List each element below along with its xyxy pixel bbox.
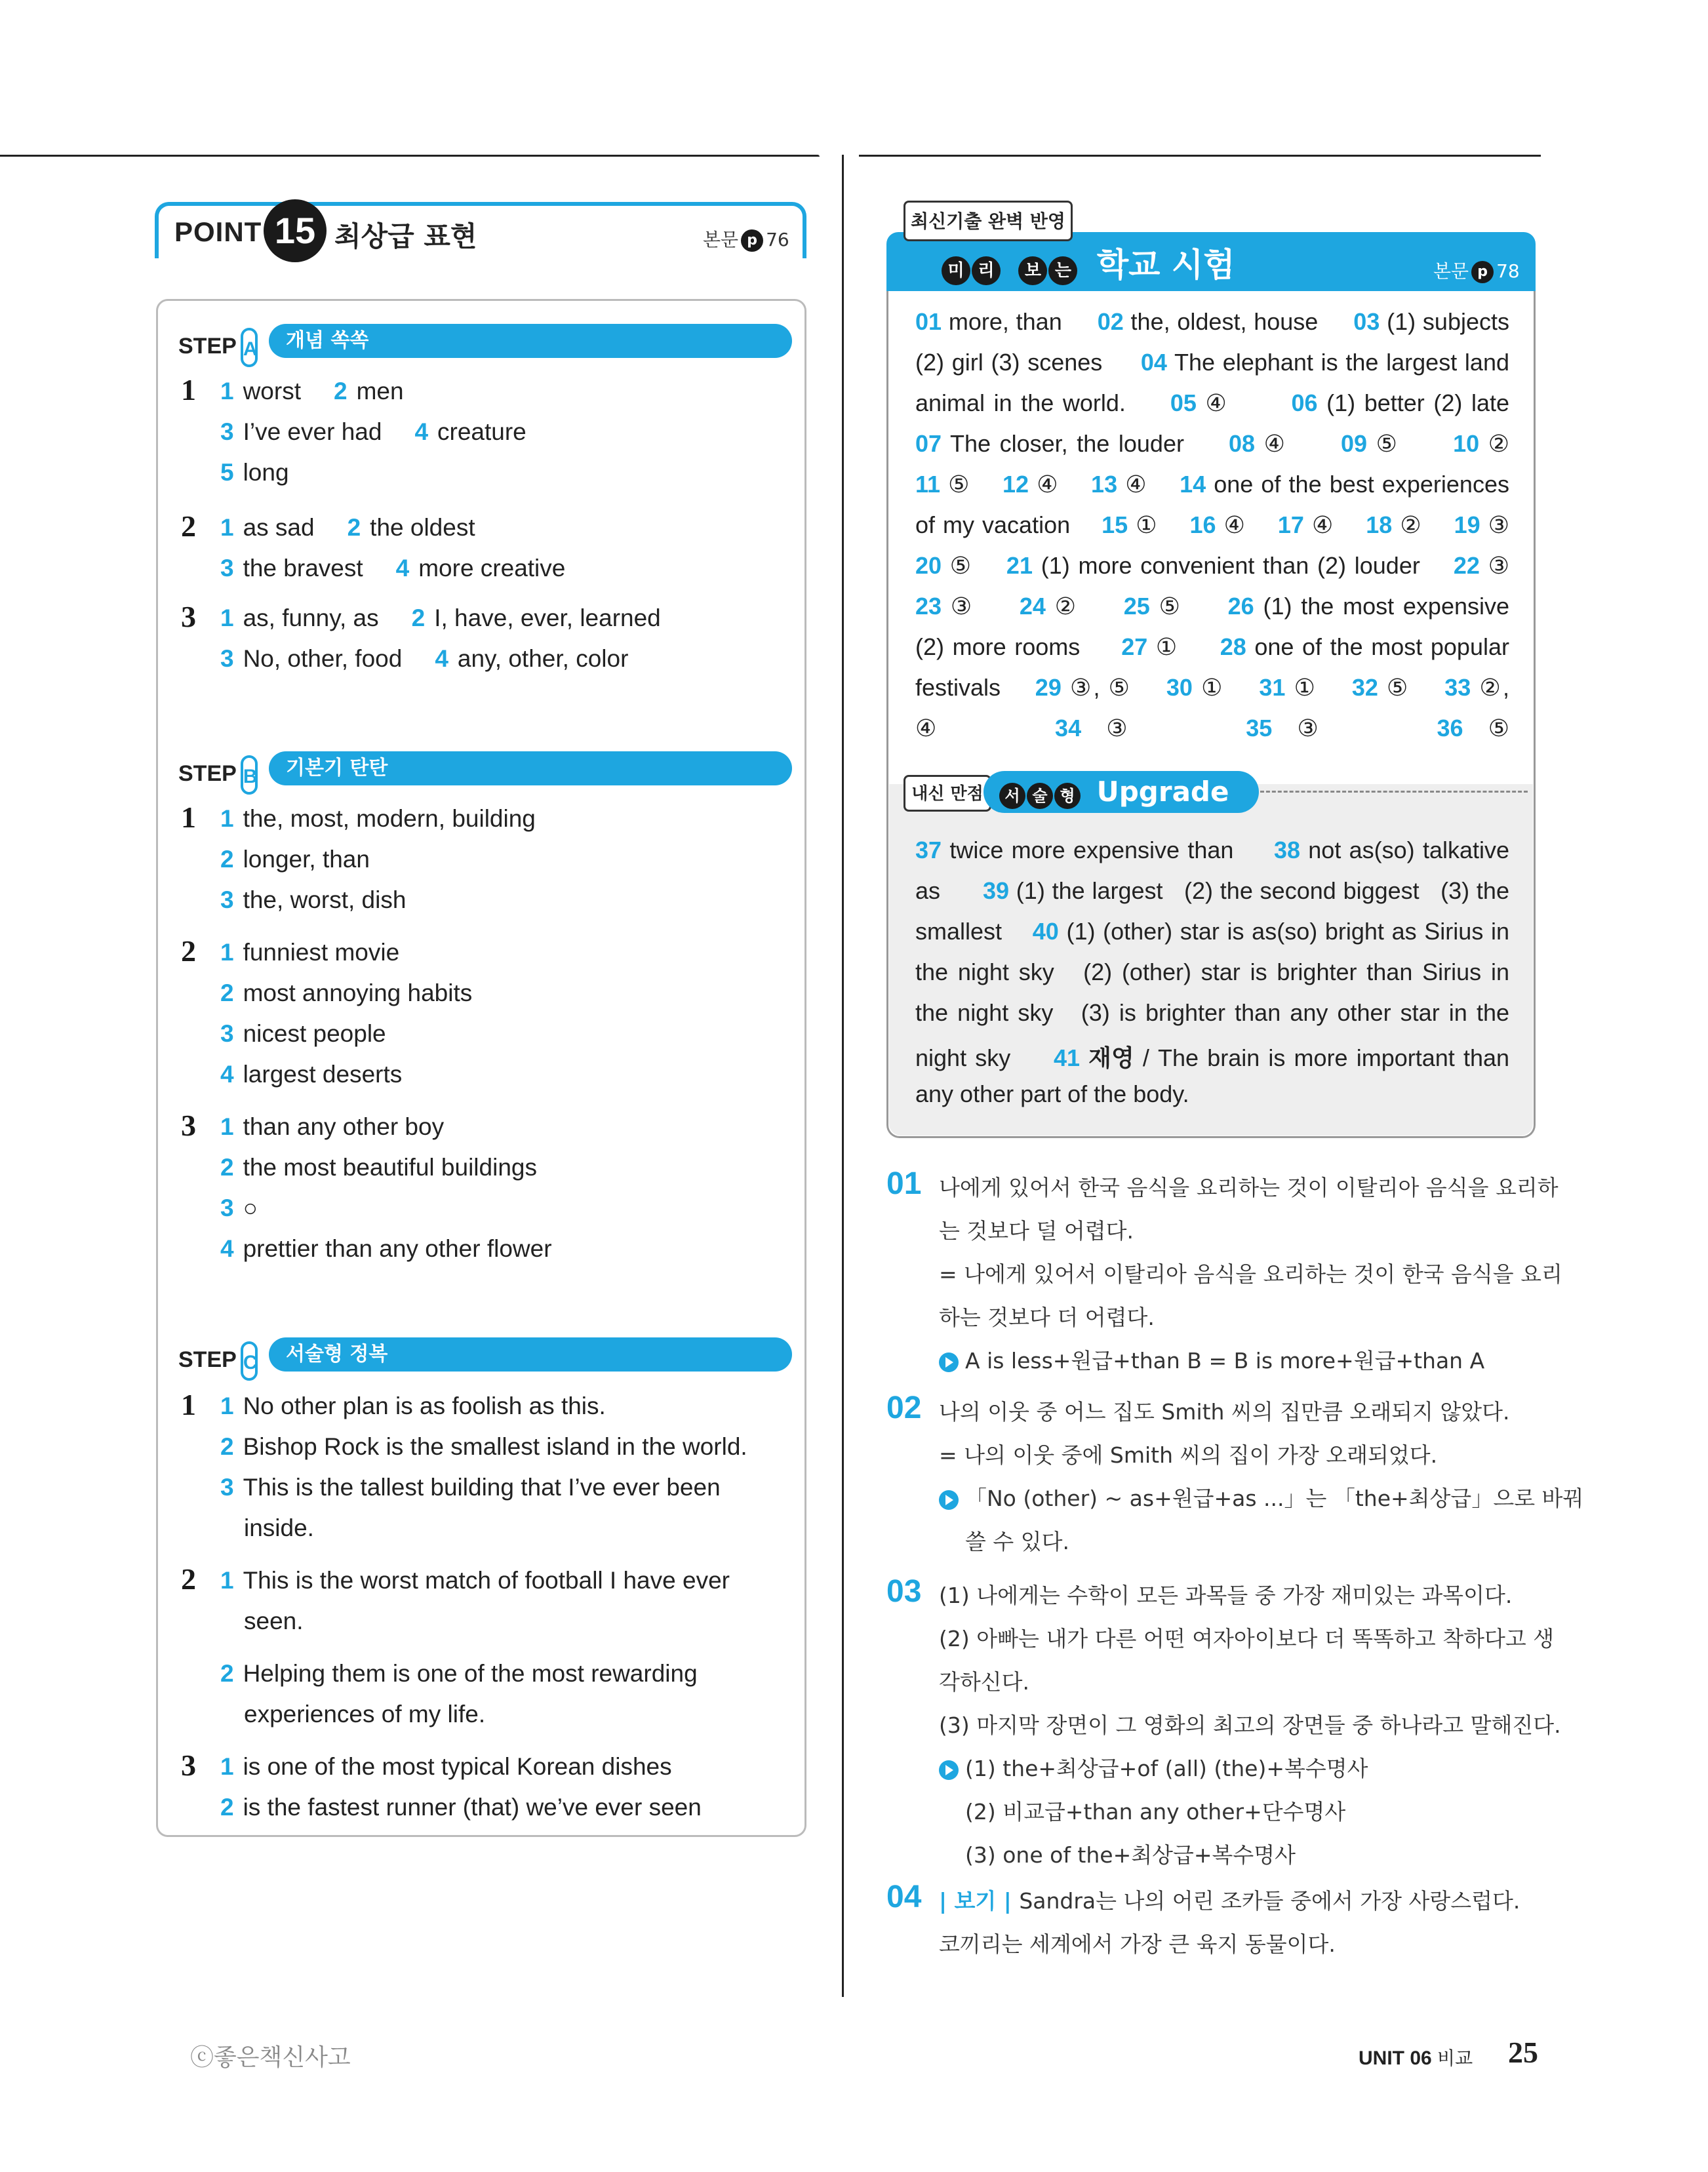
answer-line: 01 more, than 02 the, oldest, house 03 (1) subjects — [915, 308, 1509, 335]
exam-title — [942, 239, 1235, 286]
exam-page-reference — [1433, 257, 1520, 283]
copyright: ⓒ좋은책신사고 — [190, 2044, 351, 2071]
upgrade-circle: 술 — [1027, 783, 1053, 809]
answer-line: 1 funniest movie — [220, 939, 400, 966]
explanation-line: 각하신다. — [939, 1669, 1030, 1695]
step-a-pill: 개념 쏙쏙 — [286, 329, 369, 352]
answer-line: of my vacation 15 ① 16 ④ 17 ④ 18 ② 19 ③ — [915, 511, 1509, 538]
answer-line: 5 long — [220, 459, 289, 486]
title-circle: 미 — [942, 256, 970, 285]
example-box-label: | 보기 | — [939, 1888, 1020, 1914]
answer-line: 3 This is the tallest building that I’ve ever been — [220, 1474, 721, 1501]
answer-line: 1 as, funny, as 2 I, have, ever, learned — [220, 604, 661, 631]
answer-line: 11 ⑤ 12 ④ 13 ④ 14 one of the best experiences — [915, 471, 1509, 498]
answer-line: 4 prettier than any other flower — [220, 1235, 552, 1262]
answer-line: 3 the, worst, dish — [220, 886, 407, 913]
answer-line: 20 ⑤ 21 (1) more convenient than (2) louder 22 ③ — [915, 552, 1509, 579]
explanation-line: (1) 나에게는 수학이 모든 과목들 중 가장 재미있는 과목이다. — [939, 1583, 1513, 1608]
explanation-number: 02 — [886, 1391, 922, 1425]
point-label: POINT — [174, 216, 262, 247]
section-num: 1 — [181, 1388, 196, 1421]
answer-line: the night sky (2) (other) star is brighter than Sirius in — [915, 958, 1509, 985]
top-rule-left — [0, 155, 820, 157]
answer-line: 1 the, most, modern, building — [220, 805, 536, 832]
step-letter: B — [241, 755, 258, 795]
section-num: 3 — [181, 1748, 196, 1782]
step-word: STEP — [178, 333, 237, 359]
answer-line: (2) girl (3) scenes 04 The elephant is the largest land — [915, 349, 1509, 376]
answer-line: 2 most annoying habits — [220, 979, 473, 1006]
explanation-number: 01 — [886, 1166, 922, 1201]
answer-line: 1 than any other boy — [220, 1113, 445, 1140]
answer-line: 2 longer, than — [220, 846, 370, 873]
exam-title-text: 학교 시험 — [1096, 246, 1235, 284]
answer-line: 2 Helping them is one of the most rewarding — [220, 1660, 698, 1687]
answer-line: 1 as sad 2 the oldest — [220, 514, 475, 541]
tip-arrow-icon — [939, 1353, 959, 1372]
section-num: 2 — [181, 509, 196, 543]
upgrade-title: Upgrade — [1096, 776, 1229, 808]
explanation-line: 코끼리는 세계에서 가장 큰 육지 동물이다. — [939, 1931, 1336, 1957]
answer-line-cont: experiences of my life. — [244, 1701, 486, 1728]
tip-line: A is less+원급+than B = B is more+원급+than A — [939, 1344, 1484, 1375]
unit-number: UNIT 06 — [1359, 2047, 1432, 2069]
answer-line: ④ 34 ③ 35 ③ 36 ⑤ — [915, 715, 1509, 741]
explanation-number: 03 — [886, 1574, 922, 1609]
explanation-line: 하는 것보다 더 어렵다. — [939, 1305, 1155, 1330]
page-reference — [703, 226, 789, 252]
tip-arrow-icon — [939, 1760, 959, 1780]
answer-line: as 39 (1) the largest (2) the second biggest (3) the — [915, 877, 1509, 904]
step-b-bar — [269, 751, 792, 785]
page-number: 25 — [1508, 2036, 1538, 2069]
point-number-badge: 15 — [264, 199, 327, 262]
step-a-label — [178, 328, 258, 367]
upgrade-circle: 서 — [999, 783, 1025, 809]
section-num: 2 — [181, 934, 196, 968]
explanation-line: (3) 마지막 장면이 그 영화의 최고의 장면들 중 하나라고 말해진다. — [939, 1712, 1561, 1738]
column-divider — [842, 155, 844, 1997]
step-b-label — [178, 755, 258, 795]
answer-line: animal in the world. 05 ④ 06 (1) better (2) late — [915, 389, 1509, 416]
title-circle: 는 — [1048, 256, 1077, 285]
answer-line: any other part of the body. — [915, 1080, 1189, 1107]
explanation-line: (2) 아빠는 내가 다른 어떤 여자아이보다 더 똑똑하고 착하다고 생 — [939, 1626, 1555, 1651]
answer-line-cont: inside. — [244, 1514, 314, 1541]
section-num: 2 — [181, 1562, 196, 1596]
answer-line: smallest 40 (1) (other) star is as(so) bright as Sirius in — [915, 918, 1510, 945]
answer-line: 2 the most beautiful buildings — [220, 1154, 537, 1181]
tip-line: (2) 비교급+than any other+단수명사 — [965, 1799, 1346, 1825]
step-c-label — [178, 1341, 258, 1381]
tip-line: 「No (other) ~ as+원급+as ...」는 「the+최상급」으로 바꿔 — [939, 1482, 1583, 1512]
answer-line: 3 I’ve ever had 4 creature — [220, 418, 526, 445]
step-letter: C — [241, 1341, 258, 1381]
answer-line: 37 twice more expensive than 38 not as(so) talkative — [915, 837, 1510, 863]
answer-line: the night sky (3) is brighter than any other star in the — [915, 999, 1509, 1026]
explanation-line: 나의 이웃 중 어느 집도 Smith 씨의 집만큼 오래되지 않았다. — [939, 1399, 1510, 1425]
answer-line: 3 No, other, food 4 any, other, color — [220, 645, 629, 672]
title-circle: 보 — [1018, 256, 1047, 285]
answer-line: 1 worst 2 men — [220, 378, 404, 405]
upgrade-title-bar — [983, 771, 1259, 813]
section-num: 3 — [181, 600, 196, 633]
explanation-number: 04 — [886, 1880, 922, 1914]
section-num: 3 — [181, 1109, 196, 1142]
page-ref-prefix: 본문 — [1433, 260, 1469, 282]
upgrade-tag: 내신 만점 — [904, 775, 991, 812]
answer-line: 2 Bishop Rock is the smallest island in the world. — [220, 1433, 747, 1460]
answer-line: 1 This is the worst match of football I have ever — [220, 1567, 730, 1594]
answer-line: (2) more rooms 27 ① 28 one of the most popular — [915, 633, 1509, 660]
answer-line: 07 The closer, the louder 08 ④ 09 ⑤ 10 ② — [915, 430, 1510, 457]
page-badge: p — [1471, 261, 1494, 283]
page-ref-prefix: 본문 — [703, 229, 739, 250]
answer-line: festivals 29 ③, ⑤ 30 ① 31 ① 32 ⑤ 33 ②, — [915, 674, 1509, 701]
step-a-bar — [269, 324, 792, 358]
tip-arrow-icon — [939, 1490, 959, 1510]
page-badge: p — [741, 229, 763, 252]
explanation-line: = 나에게 있어서 이탈리아 음식을 요리하는 것이 한국 음식을 요리 — [939, 1261, 1562, 1287]
answer-line: 3 ○ — [220, 1195, 258, 1221]
unit-label — [1359, 2044, 1473, 2070]
point-title: 최상급 표현 — [334, 220, 477, 252]
explanation-line: = 나의 이웃 중에 Smith 씨의 집이 가장 오래되었다. — [939, 1442, 1438, 1468]
explanation-line: 나에게 있어서 한국 음식을 요리하는 것이 이탈리아 음식을 요리하 — [939, 1175, 1559, 1200]
answer-line: night sky 41 재영 / The brain is more important than — [915, 1044, 1510, 1071]
step-letter: A — [241, 328, 258, 367]
step-b-pill: 기본기 탄탄 — [286, 757, 388, 780]
explanation-line: | 보기 | Sandra는 나의 어린 조카들 중에서 가장 사랑스럽다. — [939, 1888, 1520, 1914]
section-num: 1 — [181, 373, 196, 406]
answer-line: 23 ③ 24 ② 25 ⑤ 26 (1) the most expensive — [915, 593, 1509, 620]
title-circle: 리 — [972, 256, 1001, 285]
top-rule-right — [859, 155, 1541, 157]
answer-line: 3 the bravest 4 more creative — [220, 555, 566, 582]
exam-tag: 최신기출 완벽 반영 — [904, 201, 1073, 241]
page-ref-number: 78 — [1496, 260, 1520, 282]
explanation-line: 는 것보다 덜 어렵다. — [939, 1218, 1134, 1244]
upgrade-circle: 형 — [1054, 783, 1081, 809]
answer-line: 1 is one of the most typical Korean dishes — [220, 1753, 672, 1780]
page-ref-number: 76 — [766, 229, 789, 250]
answer-line: 3 nicest people — [220, 1020, 386, 1047]
step-word: STEP — [178, 760, 237, 786]
answer-line: 2 is the fastest runner (that) we’ve ever seen — [220, 1794, 702, 1821]
step-c-bar — [269, 1337, 792, 1372]
step-c-pill: 서술형 정복 — [286, 1343, 388, 1366]
answer-line-cont: seen. — [244, 1608, 304, 1634]
answer-line: 4 largest deserts — [220, 1061, 403, 1088]
tip-line: (3) one of the+최상급+복수명사 — [965, 1842, 1296, 1868]
step-word: STEP — [178, 1347, 237, 1372]
tip-line: 쓸 수 있다. — [965, 1529, 1069, 1554]
tip-line: (1) the+최상급+of (all) (the)+복수명사 — [939, 1752, 1368, 1783]
upgrade-dashed-rule — [1260, 791, 1528, 793]
answer-line: 1 No other plan is as foolish as this. — [220, 1392, 606, 1419]
unit-name: 비교 — [1437, 2047, 1473, 2069]
section-num: 1 — [181, 800, 196, 834]
